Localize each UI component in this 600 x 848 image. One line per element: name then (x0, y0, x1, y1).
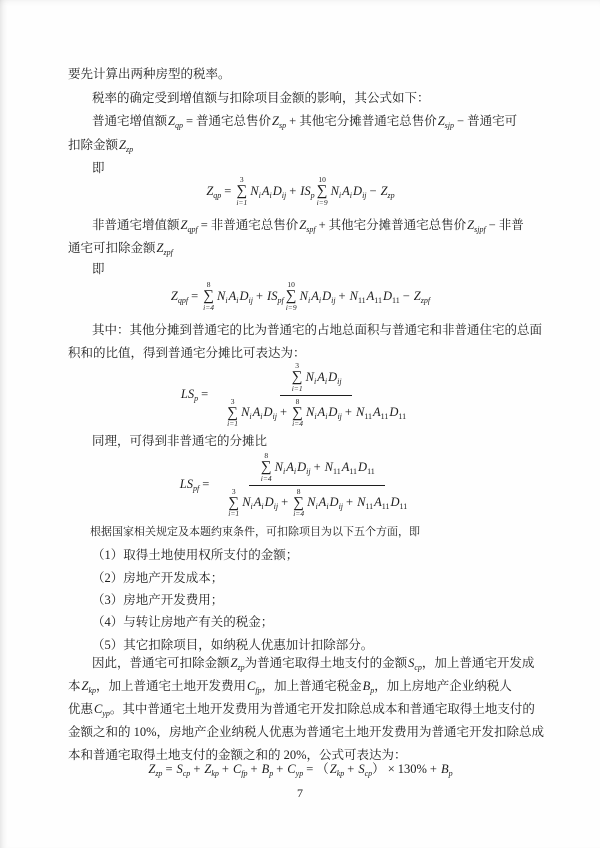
formula-kouchu: $Z_{zp}$ = $S_{cp}$ + $Z_{kp}$ + $C_{fp}$ + $B_p$ + $C_{yp}$ = （ $Z_{kp}$ + $S_{cp}$ ） × 130% + $B_p$ (148, 762, 453, 778)
line-09: 其中：其他分摊到普通宅的比为普通宅的占地总面积与普通宅和非普通住宅的总面 (92, 323, 543, 337)
line-11: 同理，可得到非普通宅的分摊比 (92, 434, 268, 448)
line-12: 根据国家相关规定及本题约束条件，可扣除项目为以下五个方面，即 (90, 526, 420, 538)
formula-ls-p: $LS_p$ = 3 ∑ i=1 $N_i$ $A_i$ $D_{ij}$ 3 ∑ i=1 $N_i$ $A_i$ $D_{ij}$ + 8 ∑ i=4 $N_i$ $A_i$ $D_{ij}$ + $N_{11}$ $A_{11}$ $D_{11}$ (180, 361, 407, 429)
page-number: 7 (297, 786, 303, 800)
formula-ls-pf: $LS_{pf}$ = 8 ∑ i=4 $N_i$ $A_i$ $D_{ij}$ + $N_{11}$ $A_{11}$ $D_{11}$ 3 ∑ i=1 $N_i$ $A_i$ $D_{ij}$ + 8 ∑ i=4 $N_i$ $A_i$ $D_{ij}$ + $N_{11}$ $A_{11}$ $D_{11}$ (179, 451, 408, 519)
line-01: 要先计算出两种房型的税率。 (68, 67, 231, 81)
list-item-3: （3）房地产开发费用； (92, 593, 224, 607)
list-item-4: （4）与转让房地产有关的税金； (92, 615, 274, 629)
formula-putong-zengzhi: $Z_{qp}$ = 3 ∑ i=1 $N_i$ $A_i$ $D_{ij}$ + $IS_p$ 10 ∑ i=9 $N_i$ $A_i$ $D_{ij}$ − $Z_{zp}$ (206, 175, 395, 207)
list-item-5: （5）其它扣除项目，如纳税人优惠加计扣除部分。 (92, 638, 374, 652)
formula-feiputong-zengzhi: $Z_{qpf}$ = 8 ∑ i=4 $N_i$ $A_i$ $D_{ij}$ + $IS_{pf}$ 10 ∑ i=9 $N_i$ $A_i$ $D_{ij}$ + $N_{11}$ $A_{11}$ $D_{11}$ − $Z_{zpf}$ (170, 280, 431, 312)
line-05: 即 (92, 161, 105, 175)
line-18: 因此，普通宅可扣除金额$Z_{zp}$为普通宅取得土地支付的金额$S_{cp}$，加上普通宅开发成 (92, 656, 535, 672)
line-19: 本$Z_{kp}$，加上普通宅土地开发费用$C_{fp}$，加上普通宅税金$B_p$，加上房地产企业纳税人 (68, 679, 512, 695)
list-item-2: （2）房地产开发成本； (92, 571, 224, 585)
line-08: 即 (92, 262, 105, 276)
line-20: 优惠$C_{yp}$。其中普通宅土地开发费用为普通宅开发扣除总成本和普通宅取得土地支付的 (68, 702, 535, 718)
line-02: 税率的确定受到增值额与扣除项目金额的影响，其公式如下： (92, 91, 430, 105)
list-item-1: （1）取得土地使用权所支付的金额； (92, 548, 299, 562)
line-22: 本和普通宅取得土地支付的金额之和的 20%，公式可表达为： (68, 748, 407, 762)
line-07: 通宅可扣除金额$Z_{zpf}$ (68, 241, 173, 257)
line-03: 普通宅增值额$Z_{qp}$ = 普通宅总售价$Z_{sp}$ + 其他宅分摊普通宅总售价$Z_{sjp}$ − 普通宅可 (92, 114, 518, 130)
line-10: 积和的比值，得到普通宅分摊比可表达为： (68, 346, 306, 360)
line-21: 金额之和的 10%，房地产企业纳税人优惠为普通宅土地开发费用为普通宅开发扣除总成 (68, 725, 545, 739)
line-04: 扣除金额$Z_{zp}$ (68, 138, 134, 154)
line-06: 非普通宅增值额$Z_{qpf}$ = 非普通宅总售价$Z_{spf}$ + 其他宅分摊普通宅总售价$Z_{sjpf}$ − 非普 (92, 218, 524, 234)
